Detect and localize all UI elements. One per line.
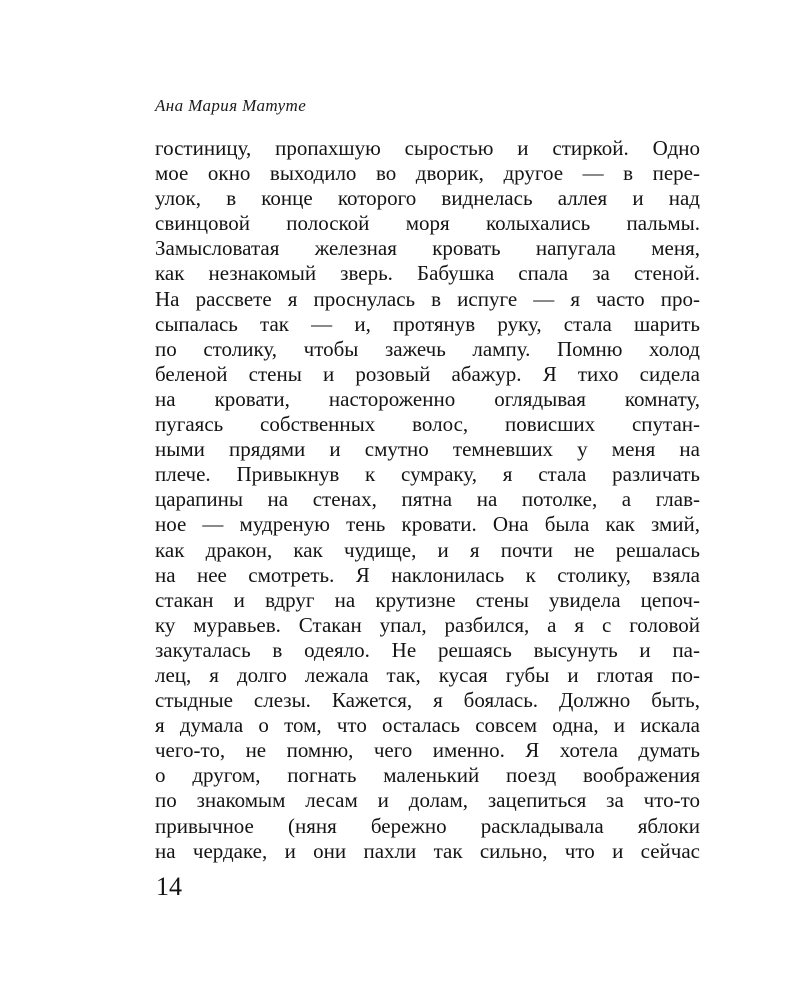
text-line: чего-то, не помню, чего именно. Я хотела думать — [155, 738, 700, 763]
text-line: ное — мудреную тень кровати. Она была как змий, — [155, 512, 700, 537]
text-line: На рассвете я проснулась в испуге — я часто про- — [155, 286, 700, 311]
text-line: закуталась в одеяло. Не решаясь высунуть и па- — [155, 637, 700, 662]
text-line: как незнакомый зверь. Бабушка спала за стеной. — [155, 261, 700, 286]
running-head-author: Ана Мария Матуте — [155, 96, 307, 115]
text-line: на нее смотреть. Я наклонилась к столику, взяла — [155, 562, 700, 587]
text-line: стакан и вдруг на крутизне стены увидела цепоч- — [155, 587, 700, 612]
text-line: по столику, чтобы зажечь лампу. Помню холод — [155, 336, 700, 361]
body-text — [155, 136, 700, 864]
text-line: привычное (няня бережно раскладывала яблоки — [155, 813, 700, 838]
text-line: мое окно выходило во дворик, другое — в пере- — [155, 161, 700, 186]
text-line: как дракон, как чудище, и я почти не решалась — [155, 537, 700, 562]
text-line: стыдные слезы. Кажется, я боялась. Должно быть, — [155, 688, 700, 713]
text-line: по знакомым лесам и долам, зацепиться за что-то — [155, 788, 700, 813]
text-line: о другом, погнать маленький поезд воображения — [155, 763, 700, 788]
text-line: лец, я долго лежала так, кусая губы и глотая по- — [155, 662, 700, 687]
text-line: улок, в конце которого виднелась аллея и над — [155, 186, 700, 211]
text-line: пугаясь собственных волос, повисших спутан- — [155, 412, 700, 437]
page-number: 14 — [156, 872, 182, 901]
text-line: ными прядями и смутно темневших у меня на — [155, 437, 700, 462]
text-line: ку муравьев. Стакан упал, разбился, а я с головой — [155, 612, 700, 637]
text-line: сыпалась так — и, протянув руку, стала шарить — [155, 311, 700, 336]
text-line: царапины на стенах, пятна на потолке, а глав- — [155, 487, 700, 512]
text-line: беленой стены и розовый абажур. Я тихо сидела — [155, 361, 700, 386]
text-line: Замысловатая железная кровать напугала меня, — [155, 236, 700, 261]
text-line: плече. Привыкнув к сумраку, я стала различать — [155, 462, 700, 487]
text-line: я думала о том, что осталась совсем одна, и искала — [155, 713, 700, 738]
text-line: на чердаке, и они пахли так сильно, что и сейчас — [155, 838, 700, 863]
text-line: свинцовой полоской моря колыхались пальмы. — [155, 211, 700, 236]
text-line: на кровати, настороженно оглядывая комнату, — [155, 386, 700, 411]
text-line: гостиницу, пропахшую сыростью и стиркой. Одно — [155, 136, 700, 160]
